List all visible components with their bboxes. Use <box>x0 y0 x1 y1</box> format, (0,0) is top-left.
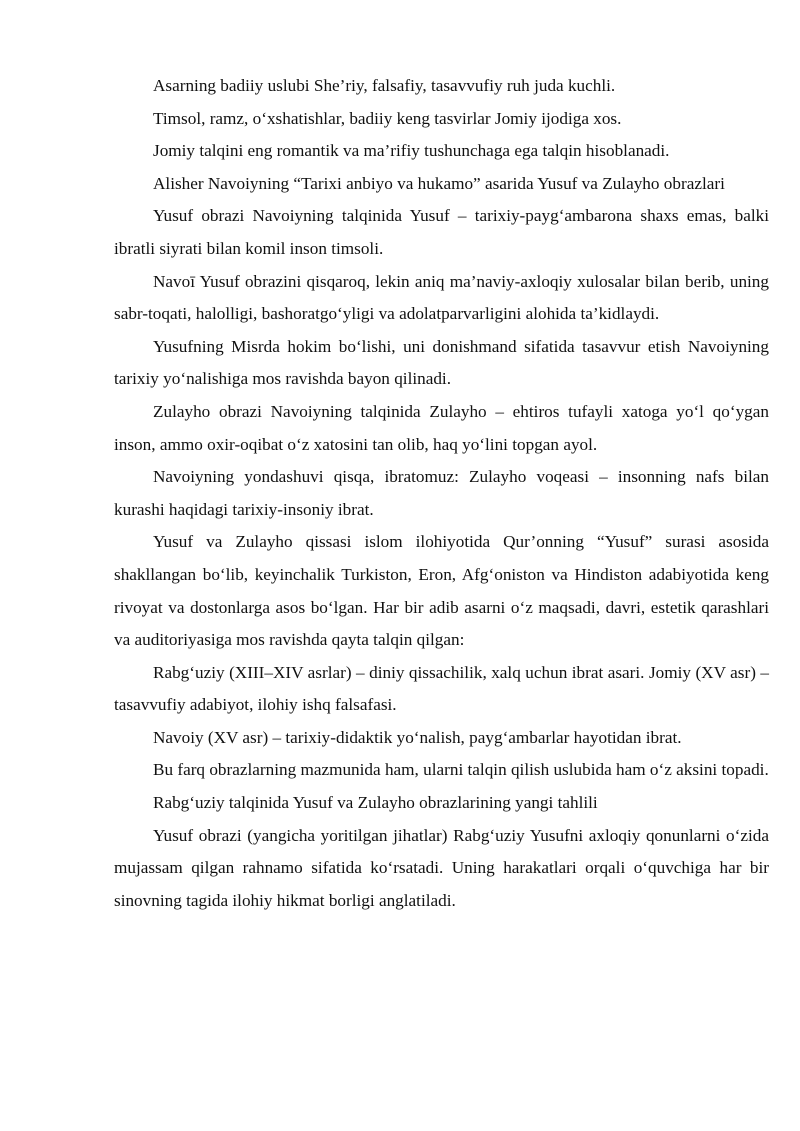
paragraph: Navoiy (XV asr) – tarixiy-didaktik yo‘nalish, payg‘ambarlar hayotidan ibrat. <box>153 727 682 747</box>
paragraph: Rabg‘uziy (XIII–XIV asrlar) – diniy qissachilik, xalq uchun ibrat asari. Jomiy (XV asr) – tasavvufiy adabiyot, ilohiy ishq falsafasi. <box>114 662 769 715</box>
paragraph: Navoiyning yondashuvi qisqa, ibratomuz: Zulayho voqeasi – insonning nafs bilan kurashi haqidagi tarixiy-insoniy ibrat. <box>114 467 769 519</box>
paragraph: Yusuf obrazi (yangicha yoritilgan jihatlar) Rabg‘uziy Yusufni axloqiy qonunlarni o‘zida mujassam qilgan rahnamo sifatida ko‘rsatadi. Uning harakatlari orqali o‘quvchiga har bir sinovning tagida ilohiy hikmat borligi anglatiladi. <box>114 825 769 910</box>
section-heading: Rabg‘uziy talqinida Yusuf va Zulayho obrazlarining yangi tahlili <box>153 793 598 813</box>
body-text <box>114 70 769 917</box>
paragraph: Navoī Yusuf obrazini qisqaroq, lekin aniq ma’naviy-axloqiy xulosalar bilan berib, uning sabr-toqati, halolligi, bashoratgo‘yligi va adolatparvarligini alohida ta’kidlaydi. <box>114 271 769 324</box>
paragraph: Jomiy talqini eng romantik va ma’rifiy tushunchaga ega talqin hisoblanadi. <box>153 141 670 161</box>
paragraph: Yusufning Misrda hokim bo‘lishi, uni donishmand sifatida tasavvur etish Navoiyning tarixiy yo‘nalishiga mos ravishda bayon qilinadi. <box>114 336 769 389</box>
paragraph: Bu farq obrazlarning mazmunida ham, ularni talqin qilish uslubida ham o‘z aksini topadi. <box>153 760 769 780</box>
paragraph: Yusuf va Zulayho qissasi islom ilohiyotida Qur’onning “Yusuf” surasi asosida shakllangan bo‘lib, keyinchalik Turkiston, Eron, Afg‘oniston va Hindiston adabiyotida keng rivoyat va dostonlarga asos bo‘lgan. Har bir adib asarni o‘z maqsadi, davri, estetik qarashlari va auditoriyasiga mos ravishda qayta talqin qilgan: <box>114 532 769 650</box>
paragraph: Yusuf obrazi Navoiyning talqinida Yusuf – tarixiy-payg‘ambarona shaxs emas, balki ibratli siyrati bilan komil inson timsoli. <box>114 206 769 258</box>
paragraph: Asarning badiiy uslubi She’riy, falsafiy, tasavvufiy ruh juda kuchli. <box>153 76 616 95</box>
paragraph: Timsol, ramz, o‘xshatishlar, badiiy keng tasvirlar Jomiy ijodiga xos. <box>153 108 622 128</box>
section-heading: Alisher Navoiyning “Tarixi anbiyo va hukamo” asarida Yusuf va Zulayho obrazlari <box>153 173 725 193</box>
paragraph: Zulayho obrazi Navoiyning talqinida Zulayho – ehtiros tufayli xatoga yo‘l qo‘ygan inson, ammo oxir-oqibat o‘z xatosini tan olib, haq yo‘lini topgan ayol. <box>114 401 769 454</box>
